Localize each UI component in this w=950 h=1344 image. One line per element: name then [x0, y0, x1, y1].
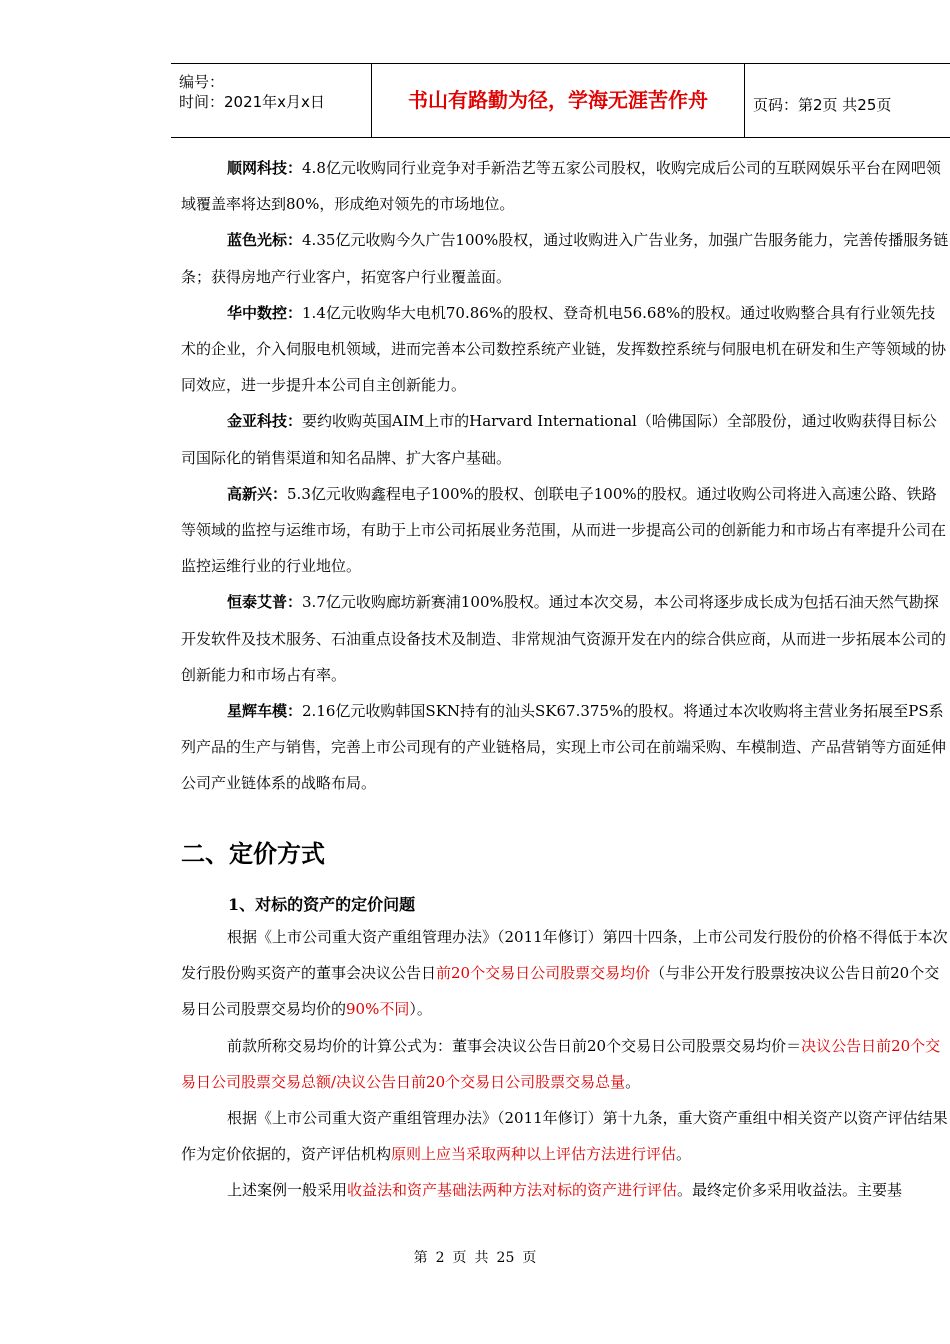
footer-word: 页	[522, 1250, 537, 1266]
footer-total-pages: 25	[496, 1250, 515, 1266]
company-desc: 1.4亿元收购华大电机70.86%的股权、登奇机电56.68%的股权。通过收购整合具有行业领先技术的企业，介入伺服电机领域，进而完善本公司数控系统产业链，发挥数控系统与伺服电机在研发和生产等领域的协同效应，进一步提升本公司自主创新能力。	[181, 303, 947, 395]
company-desc: 5.3亿元收购鑫程电子100%的股权、创联电子100%的股权。通过收购公司将进入高速公路、铁路等领域的监控与运维市场，有助于上市公司拓展业务范围，从而进一步提高公司的创新能力和市场占有率提升公司在监控运维行业的行业地位。	[181, 484, 947, 576]
company-name: 高新兴：	[227, 484, 288, 503]
text-run: ）。	[409, 1000, 432, 1019]
footer-word: 页	[452, 1250, 467, 1266]
header-motto: 书山有路勤为径，学海无涯苦作舟	[372, 64, 745, 137]
company-desc: 3.7亿元收购廊坊新赛浦100%股权。通过本次交易，本公司将逐步成长成为包括石油天然气勘探开发软件及技术服务、石油重点设备技术及制造、非常规油气资源开发在内的综合供应商，从而进一步拓展本公司的创新能力和市场占有率。	[181, 593, 947, 684]
company-name: 恒泰艾普：	[227, 593, 303, 612]
company-paragraph	[181, 150, 950, 222]
serial-label: 编号：	[179, 73, 225, 91]
text-run: 上述案例一般采用	[227, 1181, 348, 1200]
company-desc: 2.16亿元收购韩国SKN持有的汕头SK67.375%的股权。将通过本次收购将主营业务拓展至PS系列产品的生产与销售，完善上市公司现有的产业链格局，实现上市公司在前端采购、车模制造、产品营销等方面延伸公司产业链体系的战略布局。	[181, 702, 947, 793]
company-name: 蓝色光标：	[227, 231, 303, 250]
footer-page-number: 2	[435, 1250, 445, 1266]
company-desc: 4.35亿元收购今久广告100%股权，通过收购进入广告业务，加强广告服务能力，完善传播服务链条；获得房地产行业客户，拓宽客户行业覆盖面。	[181, 231, 949, 286]
section-subtitle: 1、对标的资产的定价问题	[228, 895, 416, 914]
header-page-label: 页码：第2页 共25页	[753, 96, 892, 114]
company-paragraph	[181, 584, 950, 693]
footer-word: 共	[474, 1250, 489, 1266]
header-meta	[171, 64, 372, 137]
company-paragraph	[181, 476, 950, 585]
text-run: 。	[676, 1145, 692, 1164]
pricing-section	[181, 919, 950, 1209]
company-desc: 要约收购英国AIM上市的Harvard International（哈佛国际）全部股份，通过收购获得目标公司国际化的销售渠道和知名品牌、扩大客户基础。	[181, 412, 937, 467]
text-run: 。最终定价多采用收益法。主要基	[677, 1181, 903, 1200]
highlight-text: 原则上应当采取两种以上评估方法进行评估	[391, 1145, 677, 1164]
page-header	[171, 63, 950, 138]
highlight-text: 决议公告日前20个交易日公司股票交易总额/决议公告日前20个交易日公司股票交易总量	[181, 1036, 941, 1091]
section-title: 二、定价方式	[181, 840, 325, 868]
company-name: 金亚科技：	[227, 412, 303, 431]
text-run: 前款所称交易均价的计算公式为：董事会决议公告日前20个交易日公司股票交易均价＝	[227, 1036, 802, 1055]
time-label: 时间：2021年x月x日	[179, 93, 325, 111]
highlight-text: 前20个交易日公司股票交易均价	[436, 964, 651, 983]
company-paragraph	[181, 222, 950, 294]
company-desc: 4.8亿元收购同行业竞争对手新浩艺等五家公司股权，收购完成后公司的互联网娱乐平台在网吧领域覆盖率将达到80%，形成绝对领先的市场地位。	[181, 159, 941, 214]
company-name: 星辉车模：	[227, 702, 303, 721]
text-run: 根据《上市公司重大资产重组管理办法》（2011年修订）第十九条，重大资产重组中相关资产以资产评估结果作为定价依据的，资产评估机构	[181, 1109, 948, 1164]
text-run: 。	[625, 1072, 641, 1091]
text-run: 根据《上市公司重大资产重组管理办法》（2011年修订）第四十四条，上市公司发行股份的价格不得低于本次发行股份购买资产的董事会决议公告日	[181, 928, 948, 983]
company-paragraph	[181, 403, 950, 475]
pricing-paragraph	[181, 919, 950, 1028]
company-list	[181, 150, 950, 802]
highlight-text: 90%不同	[346, 1000, 410, 1019]
company-paragraph	[181, 295, 950, 404]
pricing-paragraph	[181, 1028, 950, 1100]
company-name: 华中数控：	[227, 303, 303, 322]
footer-word: 第	[413, 1250, 428, 1266]
pricing-paragraph	[181, 1172, 950, 1208]
company-paragraph	[181, 693, 950, 802]
page-footer	[0, 1247, 950, 1267]
company-name: 顺网科技：	[227, 159, 303, 177]
highlight-text: 收益法和资产基础法两种方法对标的资产进行评估	[347, 1181, 678, 1200]
pricing-paragraph	[181, 1100, 950, 1172]
text-run: （与非公开发行股票按决议公告日前20个交易日公司股票交易均价的	[181, 964, 940, 1019]
